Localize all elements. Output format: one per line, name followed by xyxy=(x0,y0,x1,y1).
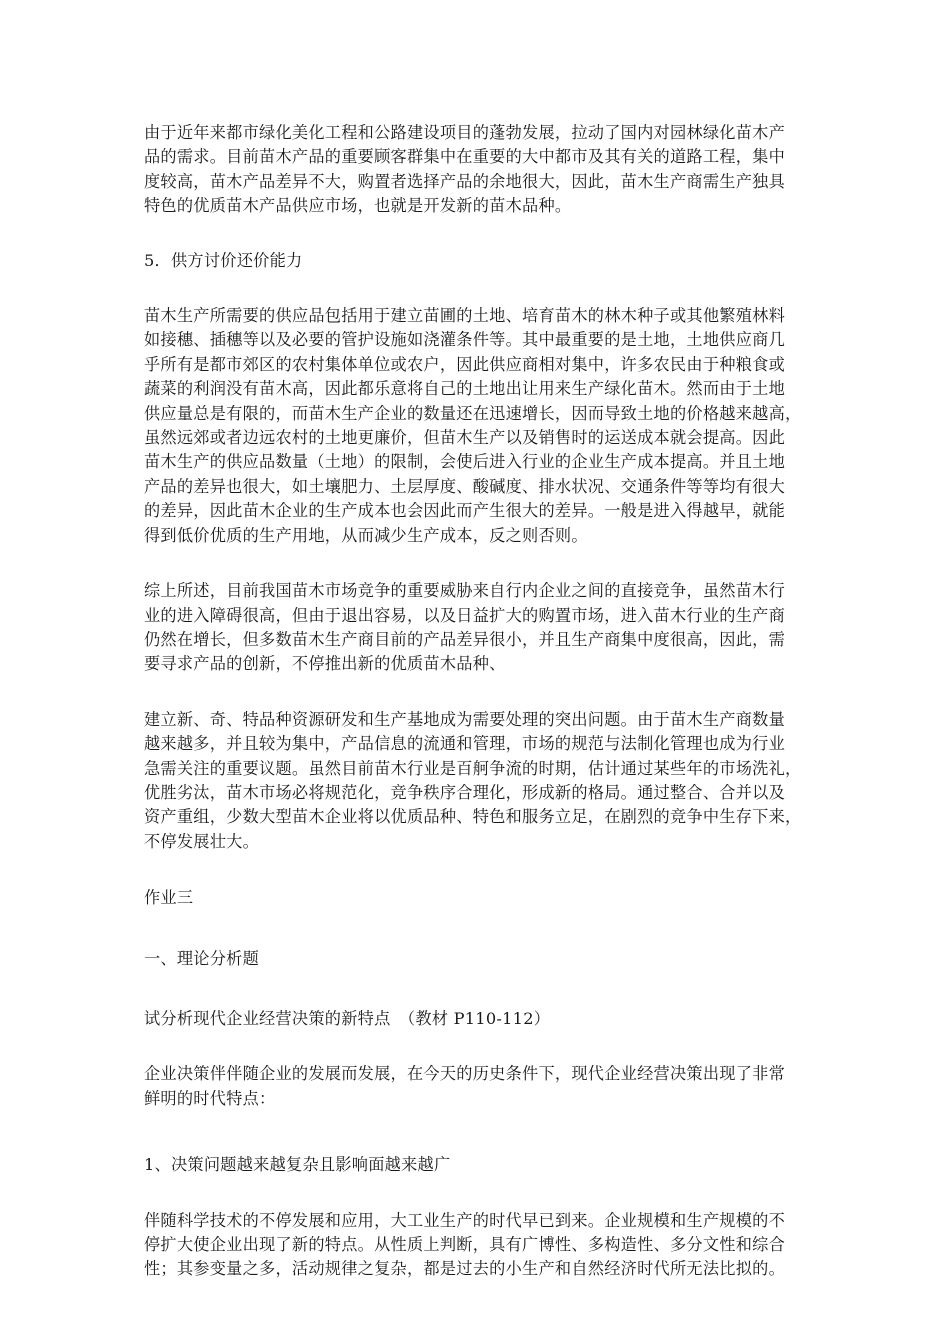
text-line: 蔬菜的利润没有苗木高，因此都乐意将自己的土地出让用来生产绿化苗木。然而由于土地 xyxy=(144,379,786,399)
text-line: 5．供方讨价还价能力 xyxy=(144,250,303,270)
text-line: 品的需求。目前苗木产品的重要顾客群集中在重要的大中都市及其有关的道路工程，集中 xyxy=(144,147,786,167)
text-line: 虽然远郊或者边远农村的土地更廉价，但苗木生产以及销售时的运送成本就会提高。因此 xyxy=(144,428,786,448)
text-line: 试分析现代企业经营决策的新特点 （教材 P110-112） xyxy=(144,1008,551,1028)
paragraph-summary-competition xyxy=(144,579,806,677)
text-line: 乎所有是都市郊区的农村集体单位或农户，因此供应商相对集中，许多农民由于种粮食或 xyxy=(144,354,786,374)
text-line: 苗木生产所需要的供应品包括用于建立苗圃的土地、培育苗木的林木种子或其他繁殖林料 xyxy=(144,306,786,326)
text-line: 性；其参变量之多，活动规律之复杂，都是过去的小生产和自然经济时代所无法比拟的。 xyxy=(144,1259,786,1279)
heading-theory-analysis xyxy=(144,947,806,971)
paragraph-supplier-land xyxy=(144,304,806,548)
text-line: 作业三 xyxy=(144,888,194,908)
paragraph-decision-intro xyxy=(144,1062,806,1111)
text-line: 越来越多，并且较为集中，产品信息的流通和管理，市场的规范与法制化管理也成为行业 xyxy=(144,734,786,754)
text-line: 伴随科学技术的不停发展和应用，大工业生产的时代早已到来。企业规模和生产规模的不 xyxy=(144,1210,786,1230)
text-line: 苗木生产的供应品数量（土地）的限制，会使后进入行业的企业生产成本提高。并且土地 xyxy=(144,452,786,472)
document-page xyxy=(144,121,806,1282)
text-line: 停扩大使企业出现了新的特点。从性质上判断，具有广博性、多构造性、多分文性和综合 xyxy=(144,1235,786,1254)
text-line: 得到低价优质的生产用地，从而减少生产成本，反之则否则。 xyxy=(144,525,588,545)
text-line: 由于近年来都市绿化美化工程和公路建设项目的蓬勃发展，拉动了国内对园林绿化苗木产 xyxy=(144,123,786,142)
text-line: 产品的差异也很大，如土壤肥力、土层厚度、酸碱度、排水状况、交通条件等等均有很大 xyxy=(144,476,786,496)
text-line: 建立新、奇、特品种资源研发和生产基地成为需要处理的突出问题。由于苗木生产商数量 xyxy=(144,709,786,729)
text-line: 优胜劣汰，苗木市场必将规范化，竞争秩序合理化，形成新的格局。通过整合、合并以及 xyxy=(144,782,786,802)
text-line: 特色的优质苗木产品供应市场，也就是开发新的苗木品种。 xyxy=(144,196,572,216)
text-line: 企业决策伴伴随企业的发展而发展，在今天的历史条件下，现代企业经营决策出现了非常 xyxy=(144,1064,786,1084)
text-line: 不停发展壮大。 xyxy=(144,831,260,851)
text-line: 要寻求产品的创新，不停推出新的优质苗木品种、 xyxy=(144,654,506,674)
text-line: 度较高，苗木产品差异不大，购置者选择产品的余地很大，因此，苗木生产商需生产独具 xyxy=(144,171,786,191)
text-line: 1、决策问题越来越复杂且影响面越来越广 xyxy=(144,1155,451,1175)
text-line: 综上所述，目前我国苗木市场竞争的重要威胁来自行内企业之间的直接竞争，虽然苗木行 xyxy=(144,581,786,601)
question-line xyxy=(144,1007,806,1031)
text-line: 仍然在增长，但多数苗木生产商目前的产品差异很小，并且生产商集中度很高，因此，需 xyxy=(144,629,786,649)
paragraph-seedling-demand xyxy=(144,121,806,219)
paragraph-point-one-body xyxy=(144,1209,806,1282)
text-line: 一、理论分析题 xyxy=(144,948,260,968)
section-heading-supplier-power xyxy=(144,249,806,273)
text-line: 急需关注的重要议题。虽然目前苗木行业是百舸争流的时期，估计通过某些年的市场洗礼， xyxy=(144,758,802,778)
text-line: 的差异，因此苗木企业的生产成本也会因此而产生很大的差异。一般是进入得越早，就能 xyxy=(144,501,786,521)
text-line: 资产重组，少数大型苗木企业将以优质品种、特色和服务立足，在剧烈的竞争中生存下来， xyxy=(144,807,802,827)
heading-assignment-three xyxy=(144,886,806,910)
heading-point-one xyxy=(144,1153,806,1177)
text-line: 鲜明的时代特点： xyxy=(144,1088,276,1108)
text-line: 业的进入障碍很高，但由于退出容易，以及日益扩大的购置市场，进入苗木行业的生产商 xyxy=(144,605,786,625)
text-line: 如接穗、插穗等以及必要的管护设施如浇灌条件等。其中最重要的是土地，土地供应商几 xyxy=(144,330,786,350)
text-line: 供应量总是有限的，而苗木生产企业的数量还在迅速增长，因而导致土地的价格越来越高， xyxy=(144,403,802,423)
paragraph-industry-outlook xyxy=(144,708,806,854)
